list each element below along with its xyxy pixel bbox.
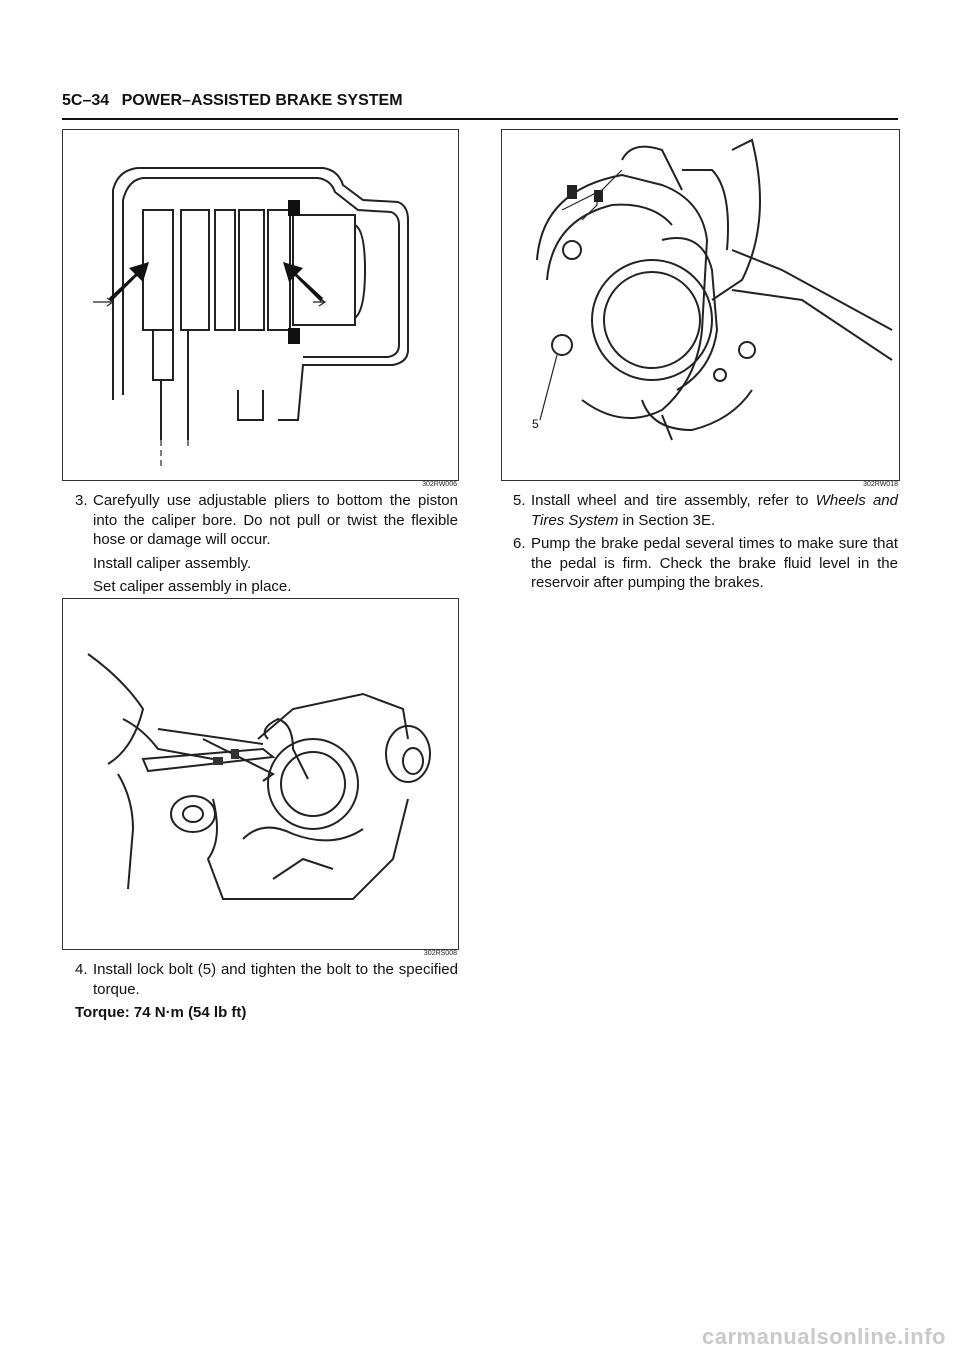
step-4-number: 4. [75, 961, 88, 978]
step-5-text-post: in Section 3E. [618, 511, 716, 529]
lock-bolt-location-figure [501, 129, 900, 481]
step-5-number: 5. [513, 492, 526, 509]
figure-code-2: 302RW018 [863, 481, 898, 488]
watermark: carmanualsonline.info [702, 1324, 946, 1349]
torque-spec: Torque: 74 N·m (54 lb ft) [75, 1004, 247, 1021]
step-4-block [75, 960, 458, 1023]
step-6 [513, 534, 898, 593]
step-4-text: Install lock bolt (5) and tighten the bolt to the specified torque. [93, 961, 458, 998]
step-6-number: 6. [513, 535, 526, 552]
callout-lock-bolt: 5 [532, 417, 539, 431]
step-6-text: Pump the brake pedal several times to make sure that the pedal is firm. Check the brake fluid level in the reservoir after pumping the brakes. [531, 535, 898, 591]
caliper-cross-section-drawing [63, 130, 458, 480]
step-5 [513, 491, 898, 530]
step-3-number: 3. [75, 492, 88, 509]
section-title: POWER–ASSISTED BRAKE SYSTEM [121, 92, 403, 109]
step-3-text: Carefyully use adjustable pliers to bottom the piston into the caliper bore. Do not pull or twist the flexible hose or damage will occur. [93, 492, 458, 548]
step-4 [75, 960, 458, 999]
page-header [62, 92, 898, 120]
steps-5-6-block [513, 491, 898, 597]
pliers-on-caliper-figure [62, 598, 459, 950]
lock-bolt-location-drawing [502, 130, 899, 480]
step-5-reference: Wheels and Tires System [531, 492, 898, 529]
figure-code-1: 302RW006 [422, 481, 457, 488]
caliper-cross-section-figure [62, 129, 459, 481]
step-5-text-pre: Install wheel and tire assembly, refer to [531, 492, 816, 509]
figure-code-3: 302RS008 [423, 950, 457, 957]
step-3-block [75, 491, 458, 601]
step-3 [75, 491, 458, 550]
section-number: 5C–34 [62, 92, 110, 109]
pliers-on-caliper-drawing [63, 599, 458, 949]
step-3-sub-2: Set caliper assembly in place. [93, 578, 292, 595]
step-3-sub-1: Install caliper assembly. [93, 554, 252, 572]
